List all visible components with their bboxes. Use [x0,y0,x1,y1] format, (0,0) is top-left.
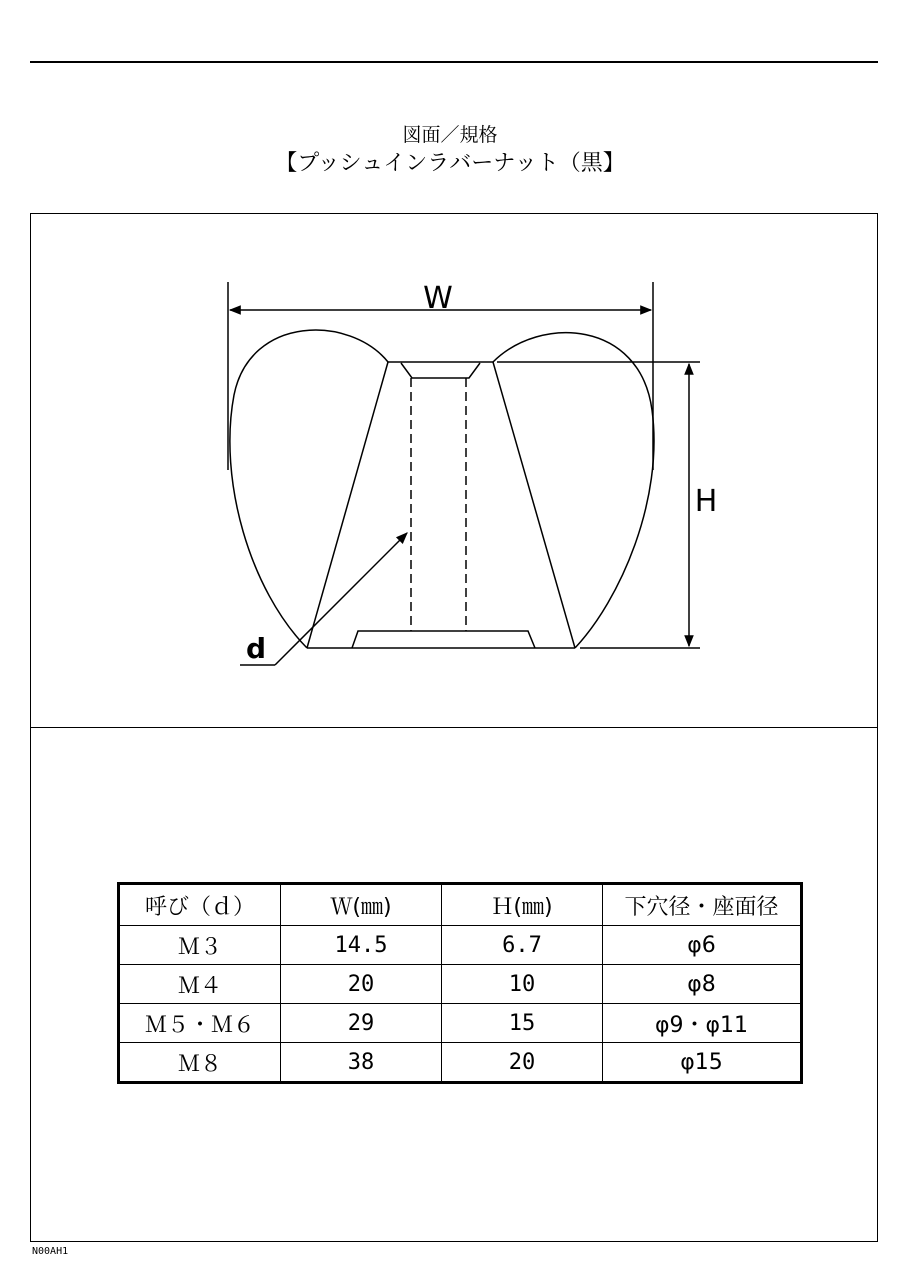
col-header-size: 呼び（ｄ） [119,884,281,926]
d-label: d [245,632,267,665]
cell-hole: φ15 [603,1043,802,1083]
cell-size: Ｍ４ [119,965,281,1004]
cell-width: 14.5 [281,926,442,965]
col-header-height: Ｈ(㎜) [442,884,603,926]
cell-size: Ｍ３ [119,926,281,965]
cell-width: 38 [281,1043,442,1083]
table-row [119,1043,802,1083]
w-label: W [423,281,453,316]
table-row [119,926,802,965]
col-header-hole-diameter: 下穴径・座面径 [603,884,802,926]
cell-hole: φ8 [603,965,802,1004]
cell-height: 20 [442,1043,603,1083]
table-row [119,965,802,1004]
page-title: 【プッシュインラバーナット（黒】 [275,151,625,176]
cell-height: 10 [442,965,603,1004]
frame-divider [30,727,878,728]
cell-width: 20 [281,965,442,1004]
cell-height: 15 [442,1004,603,1043]
top-rule [30,61,878,63]
document-code: N00AH1 [32,1246,69,1257]
cell-size: Ｍ８ [119,1043,281,1083]
cell-width: 29 [281,1004,442,1043]
cell-size: Ｍ５・Ｍ６ [119,1004,281,1043]
col-header-width: Ｗ(㎜) [281,884,442,926]
page-subtitle: 図面／規格 [402,124,498,146]
table-row [119,1004,802,1043]
cell-hole: φ9・φ11 [603,1004,802,1043]
cell-hole: φ6 [603,926,802,965]
cell-height: 6.7 [442,926,603,965]
h-label: H [694,484,718,519]
table-header-row [119,884,802,926]
spec-table [117,882,803,1084]
